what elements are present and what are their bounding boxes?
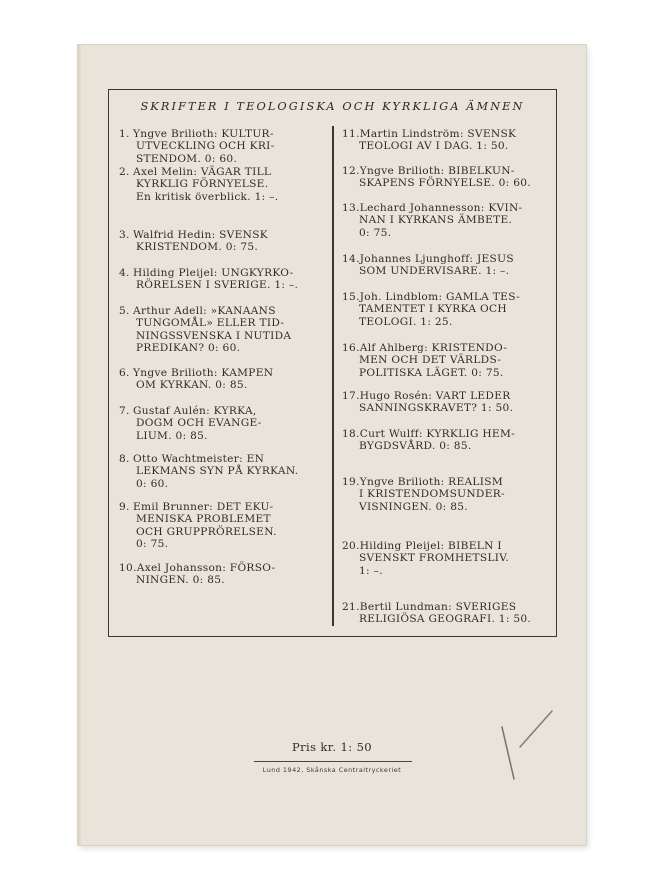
series-entry-text: Lechard Johannesson: KVIN- <box>359 202 523 214</box>
series-entry <box>119 367 324 392</box>
series-entry-line <box>119 453 324 465</box>
series-entry-text: Emil Brunner: DET EKU- <box>133 501 274 513</box>
series-entry-line: NINGEN. 0: 85. <box>136 574 225 587</box>
series-entry-text: Joh. Lindblom: GAMLA TES- <box>359 291 521 303</box>
series-entry-text: Yngve Brilioth: REALISM <box>359 476 503 488</box>
series-entry <box>342 390 549 415</box>
series-entry-line <box>342 128 549 140</box>
series-entry-line: STENDOM. 0: 60. <box>136 152 238 165</box>
series-entry-number: 4. <box>119 267 130 279</box>
series-entry-line <box>119 229 324 241</box>
series-entry-number: 9. <box>119 501 130 513</box>
series-entry-text: Otto Wachtmeister: EN <box>133 453 265 465</box>
series-entry-line <box>119 166 324 178</box>
series-entry <box>119 166 324 203</box>
series-entry-text: Curt Wulff: KYRKLIG HEM- <box>359 428 515 440</box>
series-entry-line <box>342 202 549 214</box>
series-entry-line: TEOLOGI. 1: 25. <box>359 315 453 328</box>
series-entry-line: SVENSKT FROMHETSLIV. <box>359 552 510 565</box>
series-entry <box>119 501 324 550</box>
series-entry-line <box>342 476 549 488</box>
series-entry <box>342 291 549 328</box>
series-entry-line: En kritisk överblick. 1: –. <box>136 190 279 203</box>
series-entry <box>342 428 549 453</box>
series-entry-number: 1. <box>119 128 130 140</box>
book-back-cover <box>78 45 586 845</box>
series-entry-line: 1: –. <box>359 564 383 577</box>
series-entry-line: SKAPENS FÖRNYELSE. 0: 60. <box>359 177 531 190</box>
series-entry <box>119 267 324 292</box>
series-entry-line: 0: 75. <box>136 537 169 550</box>
series-title: SKRIFTER I TEOLOGISKA OCH KYRKLIGA ÄMNEN <box>140 100 525 113</box>
series-entry-text: Yngve Brilioth: BIBELKUN- <box>359 165 515 177</box>
series-entry-line: SANNINGSKRAVET? 1: 50. <box>359 402 514 415</box>
series-entry <box>342 601 549 626</box>
series-entry-text: Axel Melin: VÄGAR TILL <box>133 166 272 178</box>
series-entry-number: 11. <box>342 128 360 140</box>
series-entry <box>342 165 549 190</box>
series-entry-text: Arthur Adell: »KANAANS <box>133 305 276 317</box>
column-divider <box>332 126 334 626</box>
series-entry-number: 13. <box>342 202 360 214</box>
series-entry-number: 21. <box>342 601 360 613</box>
series-entry-line: MEN OCH DET VÄRLDS- <box>359 354 502 367</box>
series-entry-number: 16. <box>342 342 360 354</box>
series-entry-line: OCH GRUPPRÖRELSEN. <box>136 525 277 538</box>
printer-imprint: Lund 1942, Skånska Centraltryckeriet <box>262 766 402 774</box>
series-entry-line: I KRISTENDOMSUNDER- <box>359 488 505 501</box>
series-entry <box>342 202 549 239</box>
series-entry-line <box>119 128 324 140</box>
series-entry-number: 7. <box>119 405 130 417</box>
series-entry-line: VISNINGEN. 0: 85. <box>359 500 468 513</box>
series-entry-line: SOM UNDERVISARE. 1: –. <box>359 265 510 278</box>
series-entry-line <box>342 601 549 613</box>
series-entry-line <box>119 405 324 417</box>
series-entry-number: 15. <box>342 291 360 303</box>
series-entry-text: Martin Lindström: SVENSK <box>359 128 517 140</box>
series-entry-line: TAMENTET I KYRKA OCH <box>359 303 507 316</box>
series-entry-number: 2. <box>119 166 130 178</box>
series-entry-line: KRISTENDOM. 0: 75. <box>136 241 259 254</box>
series-entry-line: DOGM OCH EVANGE- <box>136 417 262 430</box>
series-entry-number: 10. <box>119 562 137 574</box>
series-entry-line: PREDIKAN? 0: 60. <box>136 341 241 354</box>
pencil-check-mark <box>496 705 556 785</box>
price-label: Pris kr. 1: 50 <box>291 740 373 754</box>
series-entry-line <box>342 165 549 177</box>
cover-spine-edge <box>78 45 82 845</box>
series-entry-line: NAN I KYRKANS ÄMBETE. <box>359 214 513 227</box>
series-entry-line <box>119 562 324 574</box>
series-entry <box>119 405 324 442</box>
series-entry <box>119 562 324 587</box>
series-entry-number: 6. <box>119 367 130 379</box>
series-entry-line <box>342 291 549 303</box>
series-entry <box>342 476 549 513</box>
series-entry-line: LEKMANS SYN PÅ KYRKAN. <box>136 465 299 478</box>
series-entry-line: MENISKA PROBLEMET <box>136 513 271 526</box>
series-entry <box>342 253 549 278</box>
series-entry-line: OM KYRKAN. 0: 85. <box>136 379 248 392</box>
series-entry-line: 0: 75. <box>359 226 392 239</box>
series-entry-text: Hilding Pleijel: UNGKYRKO- <box>133 267 294 279</box>
series-entry-line <box>342 342 549 354</box>
series-entry-number: 20. <box>342 540 360 552</box>
series-entry-text: Johannes Ljunghoff: JESUS <box>359 253 514 265</box>
series-entry-line: UTVECKLING OCH KRI- <box>136 140 275 153</box>
series-entry-text: Yngve Brilioth: KAMPEN <box>133 367 274 379</box>
series-entry <box>119 305 324 354</box>
series-entry-number: 18. <box>342 428 360 440</box>
series-entry-line <box>342 253 549 265</box>
series-entry-number: 17. <box>342 390 360 402</box>
series-entry-line <box>342 540 549 552</box>
series-entry-number: 14. <box>342 253 360 265</box>
series-entry-number: 5. <box>119 305 130 317</box>
series-entry-line <box>119 305 324 317</box>
series-entry-line: LIUM. 0: 85. <box>136 429 208 442</box>
series-entry <box>119 229 324 254</box>
series-entry-line: TUNGOMÅL» ELLER TID- <box>136 317 285 330</box>
series-entry-number: 19. <box>342 476 360 488</box>
series-entry-text: Gustaf Aulén: KYRKA, <box>133 405 257 417</box>
series-entry-line: NINGSSVENSKA I NUTIDA <box>136 329 292 342</box>
series-entry-number: 8. <box>119 453 130 465</box>
series-entry-line: KYRKLIG FÖRNYELSE. <box>136 178 269 191</box>
series-entry <box>342 540 549 577</box>
series-entry-line <box>119 501 324 513</box>
series-entry-text: Axel Johansson: FÖRSO- <box>136 562 276 574</box>
series-entry <box>342 128 549 153</box>
series-entry <box>342 342 549 379</box>
series-entry-number: 12. <box>342 165 360 177</box>
series-entry-text: Walfrid Hedin: SVENSK <box>133 229 269 241</box>
price-rule <box>254 761 412 762</box>
series-entry-text: Bertil Lundman: SVERIGES <box>359 601 517 613</box>
series-entry <box>119 453 324 490</box>
series-entry-line: POLITISKA LÄGET. 0: 75. <box>359 366 504 379</box>
series-entry-line: RELIGIÖSA GEOGRAFI. 1: 50. <box>359 613 532 626</box>
series-entry-line <box>342 428 549 440</box>
series-entry <box>119 128 324 165</box>
series-entry-line: RÖRELSEN I SVERIGE. 1: –. <box>136 279 299 292</box>
series-entry-text: Yngve Brilioth: KULTUR- <box>133 128 274 140</box>
series-list-frame <box>108 89 557 637</box>
series-entry-line: 0: 60. <box>136 477 169 490</box>
series-entry-text: Hugo Rosén: VART LEDER <box>359 390 511 402</box>
series-entry-line <box>119 367 324 379</box>
series-entry-text: Alf Ahlberg: KRISTENDO- <box>359 342 508 354</box>
series-entry-number: 3. <box>119 229 130 241</box>
series-entry-text: Hilding Pleijel: BIBELN I <box>359 540 502 552</box>
series-entry-line <box>119 267 324 279</box>
series-entry-line: TEOLOGI AV I DAG. 1: 50. <box>359 140 509 153</box>
series-entry-line <box>342 390 549 402</box>
series-entry-line: BYGDSVÅRD. 0: 85. <box>359 440 472 453</box>
